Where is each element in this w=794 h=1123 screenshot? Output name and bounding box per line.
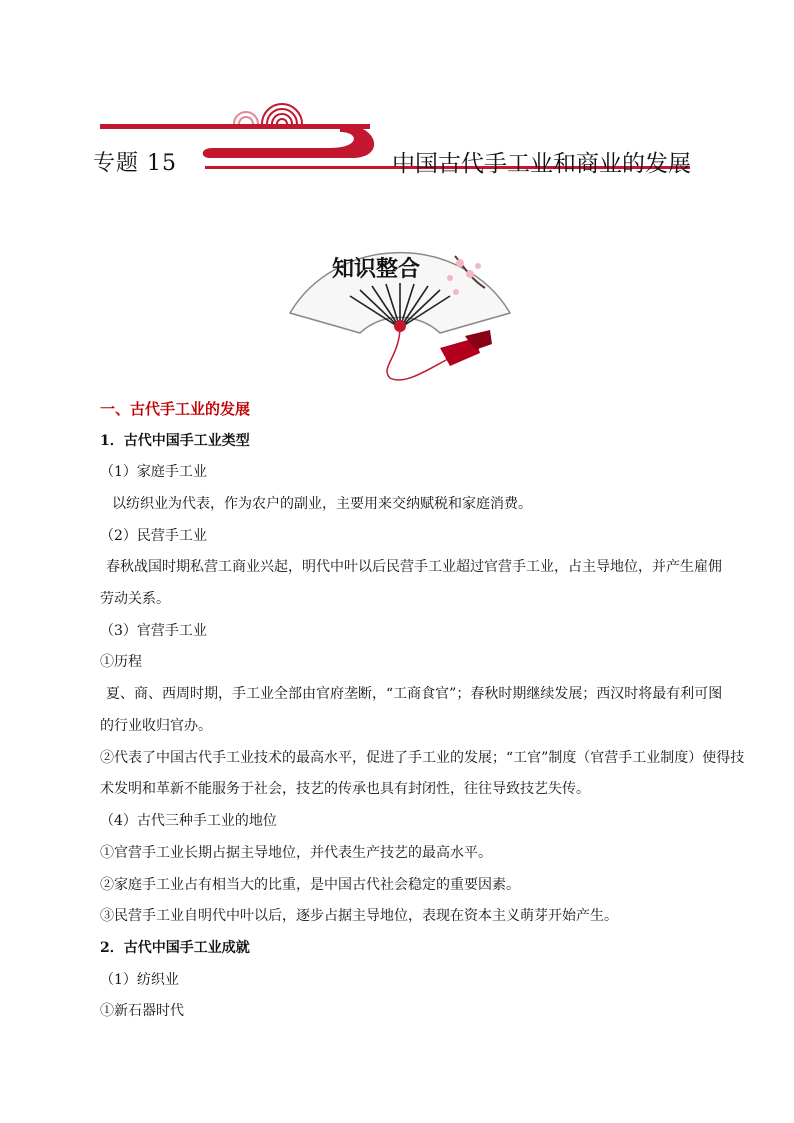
paragraph: 术发明和革新不能服务于社会，技艺的传承也具有封闭性，往往导致技艺失传。 [100,781,590,797]
fan-label: 知识整合 [332,256,421,282]
item-heading: （3）官营手工业 [100,623,207,639]
item-heading: （1）家庭手工业 [100,464,207,480]
paragraph: ②代表了中国古代手工业技术的最高水平，促进了手工业的发展；“工官”制度（官营手工业制度）使得技 [100,750,745,766]
page-header [0,0,794,200]
folding-fan-icon [280,218,520,388]
paragraph: 的行业收归官办。 [100,718,212,734]
topic-title: 中国古代手工业和商业的发展 [392,151,691,177]
paragraph: 春秋战国时期私营工商业兴起，明代中叶以后民营手工业超过官营手工业，占主导地位，并产生雇佣 [106,559,722,575]
paragraph: 劳动关系。 [100,591,170,607]
subsection-heading: 1．古代中国手工业类型 [100,433,250,449]
item-heading: （4）古代三种手工业的地位 [100,813,277,829]
swirl-shape [203,124,374,158]
knowledge-fan-graphic [280,218,520,388]
list-item: ③民营手工业自明代中叶以后，逐步占据主导地位，表现在资本主义萌芽开始产生。 [100,908,618,924]
item-heading: （1）纺织业 [100,972,179,988]
sub-item-heading: ①新石器时代 [100,1003,184,1019]
paragraph: 夏、商、西周时期，手工业全部由官府垄断，“工商食官”；春秋时期继续发展；西汉时将最有利可图 [106,686,723,702]
header-top-rule [100,124,370,129]
paragraph: 以纺织业为代表，作为农户的副业，主要用来交纳赋税和家庭消费。 [112,496,532,512]
list-item: ①官营手工业长期占据主导地位，并代表生产技艺的最高水平。 [100,845,492,861]
subsection-heading: 2．古代中国手工业成就 [100,940,250,956]
concentric-arcs-icon [234,104,302,124]
list-item: ②家庭手工业占有相当大的比重，是中国古代社会稳定的重要因素。 [100,877,520,893]
sub-item-heading: ①历程 [100,654,142,670]
section-title: 一、古代手工业的发展 [100,400,251,418]
item-heading: （2）民营手工业 [100,528,207,544]
topic-number: 专题 15 [93,151,177,176]
